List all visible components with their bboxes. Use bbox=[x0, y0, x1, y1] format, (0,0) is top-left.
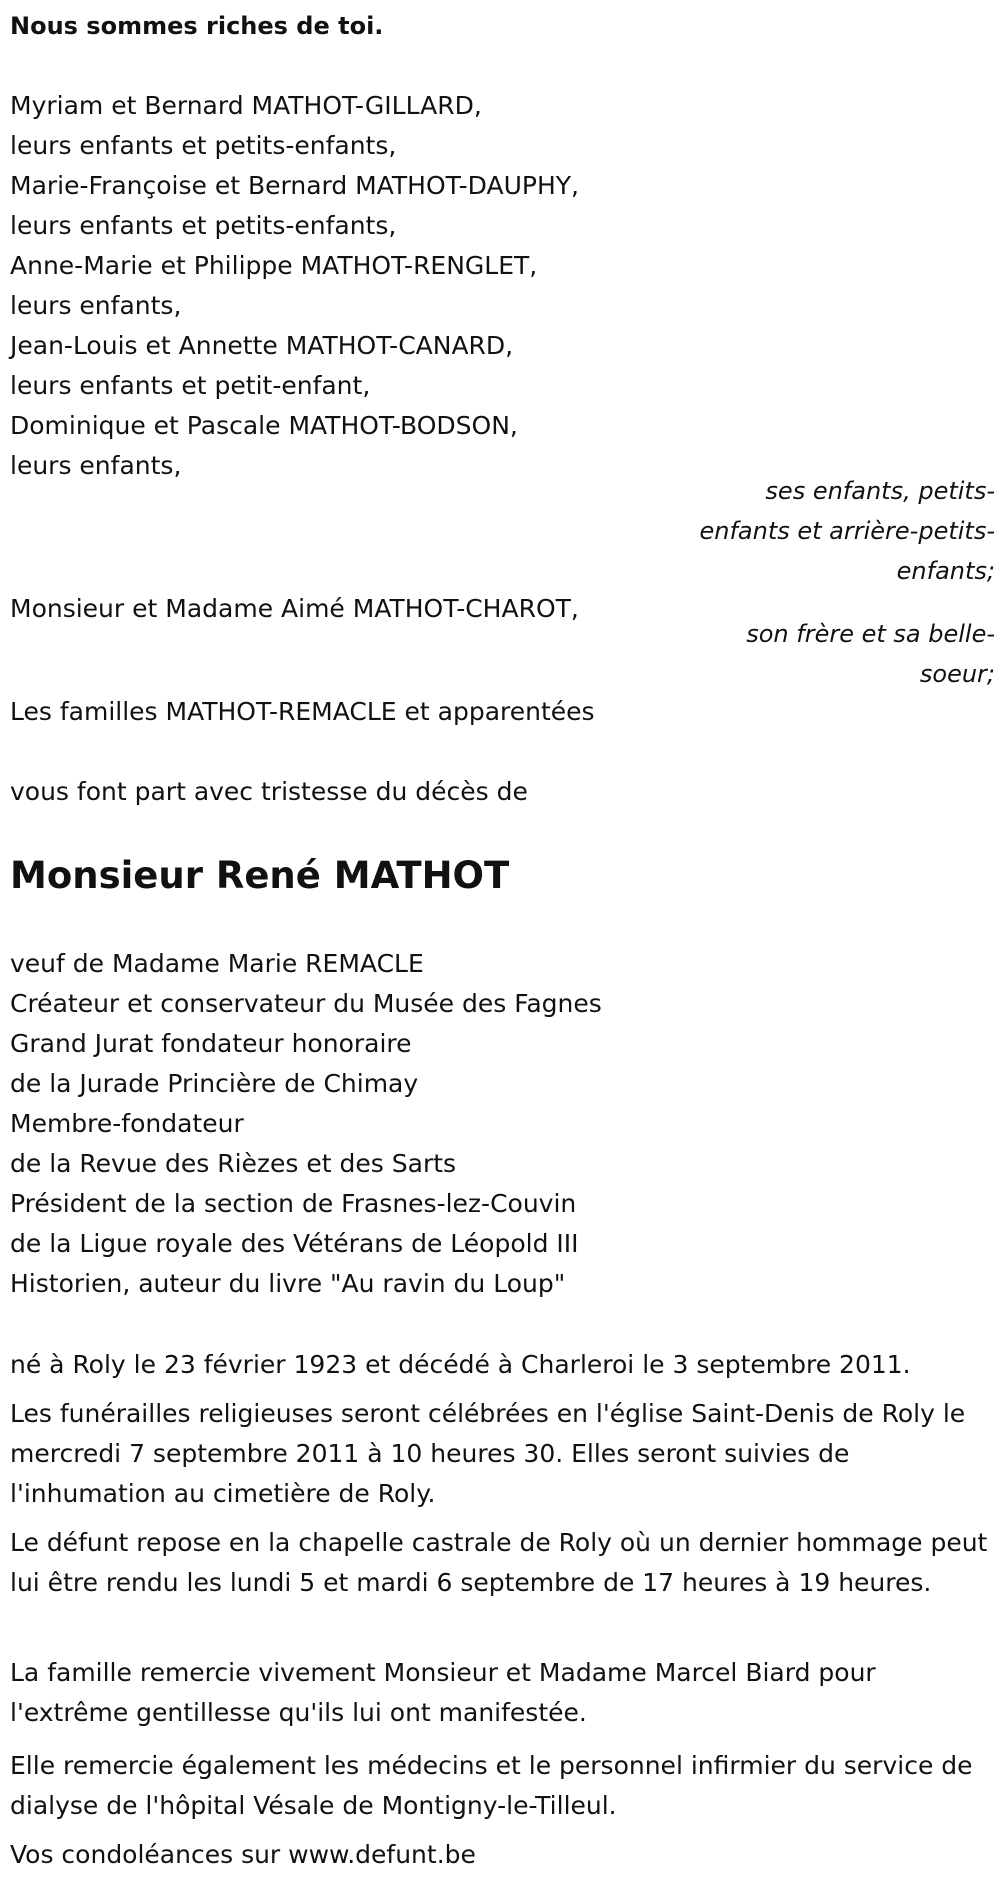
family-line: leurs enfants et petits-enfants, bbox=[10, 211, 397, 240]
family-list bbox=[10, 86, 579, 486]
family-line: Anne-Marie et Philippe MATHOT-RENGLET, bbox=[10, 251, 538, 280]
family-line: Marie-Françoise et Bernard MATHOT-DAUPHY, bbox=[10, 171, 579, 200]
title-line: Historien, auteur du livre "Au ravin du Loup" bbox=[10, 1269, 566, 1298]
title-line: Créateur et conservateur du Musée des Fagnes bbox=[10, 989, 602, 1018]
family-line: leurs enfants et petit-enfant, bbox=[10, 371, 371, 400]
birth-death-paragraph: né à Roly le 23 février 1923 et décédé à Charleroi le 3 septembre 2011. bbox=[10, 1350, 911, 1379]
title-line: Grand Jurat fondateur honoraire bbox=[10, 1029, 412, 1058]
family-line: leurs enfants et petits-enfants, bbox=[10, 131, 397, 160]
family-line: Myriam et Bernard MATHOT-GILLARD, bbox=[10, 91, 482, 120]
viewing-paragraph: Le défunt repose en la chapelle castrale de Roly où un dernier hommage peut lui être rendu les lundi 5 et mardi 6 septembre de 17 heures à 19 heures. bbox=[10, 1528, 988, 1597]
family-line: leurs enfants, bbox=[10, 451, 182, 480]
announcement-line: vous font part avec tristesse du décès de bbox=[10, 777, 528, 806]
family-line: leurs enfants, bbox=[10, 291, 182, 320]
title-line: Membre-fondateur bbox=[10, 1109, 244, 1138]
family-line: Dominique et Pascale MATHOT-BODSON, bbox=[10, 411, 518, 440]
title-line: de la Ligue royale des Vétérans de Léopold III bbox=[10, 1229, 579, 1258]
title-line: de la Revue des Rièzes et des Sarts bbox=[10, 1149, 457, 1178]
funeral-paragraph: Les funérailles religieuses seront célébrées en l'église Saint-Denis de Roly le mercredi 7 septembre 2011 à 10 heures 30. Elles seront suivies de l'inhumation au cimetière de Roly. bbox=[10, 1399, 966, 1508]
relation-sibling: son frère et sa belle-soeur; bbox=[746, 620, 995, 688]
relation-children: ses enfants, petits-enfants et arrière-petits-enfants; bbox=[699, 477, 995, 585]
deceased-titles bbox=[10, 944, 602, 1304]
title-line: veuf de Madame Marie REMACLE bbox=[10, 949, 424, 978]
condolences-line: Vos condoléances sur www.defunt.be bbox=[10, 1840, 476, 1869]
sibling-line: Monsieur et Madame Aimé MATHOT-CHAROT, bbox=[10, 594, 579, 623]
title-line: de la Jurade Princière de Chimay bbox=[10, 1069, 419, 1098]
heading: Nous sommes riches de toi. bbox=[10, 12, 384, 40]
family-line: Jean-Louis et Annette MATHOT-CANARD, bbox=[10, 331, 514, 360]
title-line: Président de la section de Frasnes-lez-Couvin bbox=[10, 1189, 577, 1218]
thanks-paragraph: La famille remercie vivement Monsieur et Madame Marcel Biard pour l'extrême gentillesse qu'ils lui ont manifestée. bbox=[10, 1658, 876, 1727]
extended-family-line: Les familles MATHOT-REMACLE et apparentées bbox=[10, 697, 595, 726]
deceased-name: Monsieur René MATHOT bbox=[10, 854, 510, 897]
thanks-medical-paragraph: Elle remercie également les médecins et le personnel infirmier du service de dialyse de l'hôpital Vésale de Montigny-le-Tilleul. bbox=[10, 1751, 973, 1820]
